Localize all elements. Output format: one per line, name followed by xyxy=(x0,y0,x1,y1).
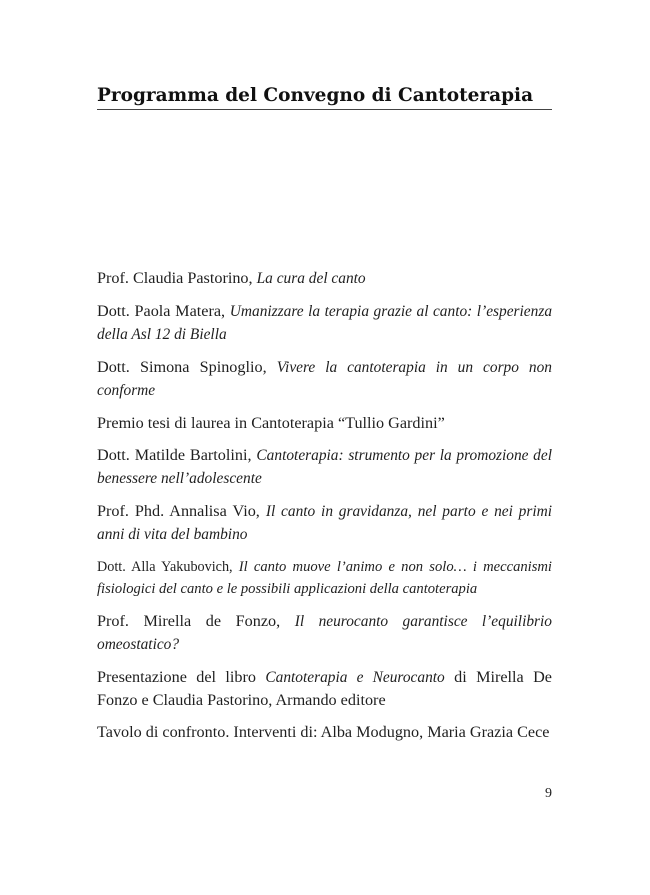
speaker-name: Dott. Alla Yakubovich, xyxy=(97,559,233,575)
entry-text: di Mirella De Fonzo e Claudia Pastorino, Armando editore xyxy=(97,668,552,709)
talk-title: Umanizzare la terapia grazie al canto: l’esperienza della Asl 12 di Biella xyxy=(97,303,553,343)
program-entry xyxy=(97,356,552,402)
talk-title: Cantoterapia: strumento per la promozione del benessere nell’adolescente xyxy=(97,447,552,487)
page-number: 9 xyxy=(545,786,552,801)
speaker-name: Dott. Simona Spinoglio, xyxy=(97,358,267,376)
entry-text: Tavolo di confronto. Interventi di: Alba Modugno, Maria Grazia Cece xyxy=(97,723,550,741)
talk-title: Il canto in gravidanza, nel parto e nei primi anni di vita del bambino xyxy=(97,503,553,543)
speaker-name: Prof. Mirella de Fonzo, xyxy=(97,612,281,630)
program-entry xyxy=(97,267,552,290)
talk-title: La cura del canto xyxy=(256,270,366,287)
talk-title: Vivere la cantoterapia in un corpo non conforme xyxy=(97,359,552,399)
talk-title: Il neurocanto garantisce l’equilibrio omeostatico? xyxy=(97,613,552,653)
speaker-name: Dott. Matilde Bartolini, xyxy=(97,446,252,464)
program-entry xyxy=(97,721,552,743)
speaker-name: Dott. Paola Matera, xyxy=(97,302,226,320)
speaker-name: Prof. Claudia Pastorino, xyxy=(97,269,253,287)
title-underline xyxy=(97,109,552,110)
page-title: Programma del Convegno di Cantoterapia xyxy=(97,85,534,106)
program-entry xyxy=(97,610,552,656)
program-entry xyxy=(97,500,552,546)
program-entry xyxy=(97,444,552,490)
program-entry xyxy=(97,412,552,434)
program-entry xyxy=(97,666,552,711)
program-list xyxy=(97,267,552,753)
program-entry xyxy=(97,300,552,346)
program-entry xyxy=(97,556,552,600)
speaker-name: Prof. Phd. Annalisa Vio, xyxy=(97,502,260,520)
book-title: Cantoterapia e Neurocanto xyxy=(265,669,445,686)
entry-text: Presentazione del libro xyxy=(97,668,256,686)
entry-text: Premio tesi di laurea in Cantoterapia “Tullio Gardini” xyxy=(97,414,445,432)
talk-title: Il canto muove l’animo e non solo… i meccanismi fisiologici del canto e le possibili applicazioni della cantoterapia xyxy=(97,559,552,597)
